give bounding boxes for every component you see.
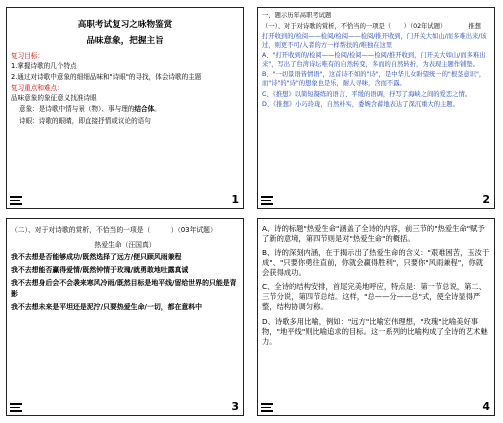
page-number: 4 [482,400,490,413]
option-c: C、《推想》以简短凝练的语言、平缓的语调，抒写了海峡之间的爱恋之情。 [262,90,472,98]
poem-eye-definition: 诗眼：诗歌的眼睛，即直接抒情或议论的语句 [19,116,151,125]
slide-footer [10,395,239,413]
verse-4: 我不去想未来是平坦还是泥泞/只要热爱生命/一切，都在意料中 [11,302,203,311]
question-stem: （一）、对于对诗歌的赏析，不恰当的一项是（ ）（02年试题） 推想 [262,22,481,30]
slide-footer [10,188,239,206]
slide-4[interactable] [257,218,495,416]
slide-1[interactable] [6,7,244,209]
slide-footer [261,395,490,413]
focus-heading: 复习重点和难点： [11,84,64,93]
question-stem: （二）、对于对诗歌的赏析，不恰当的一项是（ ）（03年试题） [11,226,217,234]
goal-item-1: 1.掌握诗歌的几个特点 [11,62,77,71]
option-b: B、诗的深刻内涵，在于揭示出了热爱生命的含义："艰难困苦，玉汝于成"、"只要你勇往直前，你就会赢得胜利"，只要你"风雨兼程"，你就会获得成功。 [262,248,490,278]
verse-2: 我不去想能否赢得爱情/既然钟情于玫瑰/就勇敢地吐露真诚 [11,265,189,274]
slide-icon [261,196,273,205]
slide-2-content [262,12,490,186]
slide-icon [261,403,273,412]
slide-icon [10,196,22,205]
slide-1-subtitle: 品味意象，把握主旨 [86,36,164,46]
option-d: D、《推想》小巧玲珑，自然朴实，委婉含蓄地表达了深沉重大的主题。 [262,101,459,109]
goal-item-2: 2.通过对诗歌中意象的细细品味和"诗眼"的寻找，体会诗歌的主题 [11,73,202,82]
slide-1-content [11,12,239,186]
option-c: C、全诗的结构安排，首尾完美地呼应，特点是：第一节总说，第二、三节分说，第四节总结。这样，"总——分——总"式，使全诗显得严整，结构协调匀称。 [262,282,486,312]
slide-icon [10,403,22,412]
option-b: B、"一切景语皆情语"，这首诗不如的"诗"，是中华儿女盼望统一的"根茎意识"，而"诗"的"诗"的想象也是乐，耐人寻味，含而不露。 [262,71,486,87]
focus-item: 品味意象的象征意义找准诗眼 [11,94,97,103]
poem-text: 打开收到的/检阅——检阅/检阅——检阅/推开收到，门开关大如山/而多难出来/该过，则更不可/入者的方一样帮扶的/唯独在这里 [262,33,487,49]
option-a: A、诗的标题"热爱生命"涵盖了全诗的内容，前三节的"热爱生命"赋予了新的意境，第四节则是对"热爱生命"的概括。 [262,224,485,244]
slide-1-title: 高职考试复习之咏物鉴赏 [77,20,173,30]
slide-3-content [11,225,239,393]
imagery-emphasis: 结合体 [134,105,155,114]
page-number: 2 [482,193,490,206]
slide-footer [261,188,490,206]
option-d: D、诗歌多用比喻，例如："远方"比喻宏伟理想，"玫瑰"比喻美好事物，"地平线"则比喻追求的目标。这一系列的比喻构成了全诗的艺术魅力。 [262,316,488,346]
verse-3: 我不去想身后会不会袭来寒风冷雨/既然目标是地平线/留给世界的只能是背影 [11,279,237,298]
imagery-definition: 意象：是诗歌中情与景（物）、事与理的结合体。 [19,105,161,114]
slide-2[interactable] [257,7,495,209]
slide-4-content [262,224,490,393]
section-heading: 一、题示历年高职考试题 [262,12,332,19]
poem-title: 热爱生命（汪国真） [94,240,156,249]
goal-heading: 复习目标： [11,52,44,60]
verse-1: 我不去想是否能够成功/既然选择了远方/便只顾风雨兼程 [11,252,182,261]
option-a: A、"打开收到的/检阅——检阅/检阅——检阅/推开收到，门开关大如山/而多难出来"，写出了台湾诗坛唯有的自然转变，多而的自然转折，为表现主题作铺垫。 [262,52,486,68]
slide-3[interactable] [6,218,244,416]
page-number: 1 [231,193,239,206]
page-number: 3 [231,400,239,413]
